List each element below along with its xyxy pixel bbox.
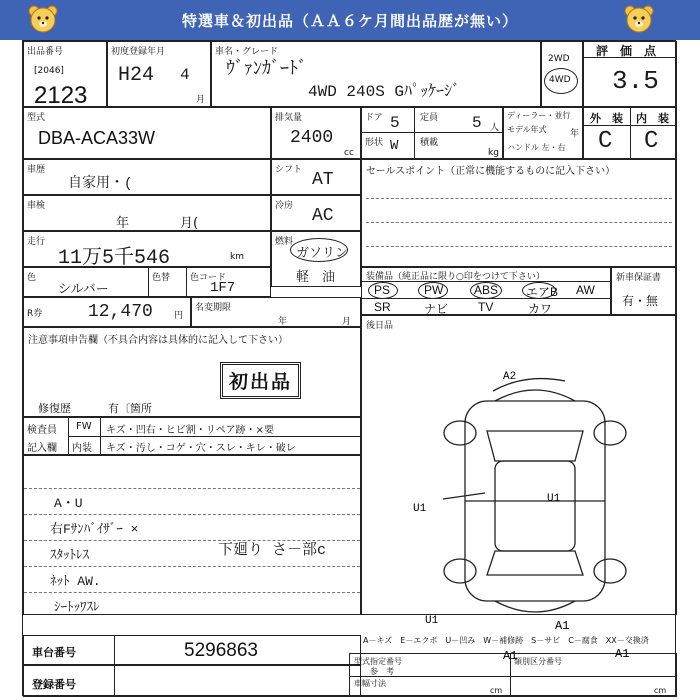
equip-aw: AW [576,283,595,297]
mark-a2: A2 [503,371,517,383]
new-warranty-value: 有・無 [622,294,659,308]
new-warranty-label: 新車保証書 [616,273,662,283]
shift-cell [271,159,361,195]
spec-number-cell [349,653,677,697]
auction-sheet [22,40,676,696]
equip-ps: PS [374,283,391,297]
model-value: DBA-ACA33W [38,128,156,148]
notes-title: 注意事項申告欄（不具合内容は具体的に記入して下さい） [28,335,288,346]
capacity-value: 5 [472,114,482,132]
equip-leather: カワ [528,302,553,316]
handle-label: ハンドル 左・右 [507,143,566,152]
color-cell [23,267,271,297]
note-line-3: ｽﾀｯﾄﾚｽ [50,548,89,563]
r-price-cell [23,297,191,327]
displacement-cell [271,107,361,159]
interior-check-label: 内装 [72,443,92,454]
car-windshield [487,431,583,461]
bear-mascot-icon [622,3,656,37]
equipment-cell [361,267,611,315]
car-roof [495,461,575,551]
drive-type-cell [541,41,583,107]
shape-label: 形状 [365,138,384,148]
car-name: ｳﾞｧﾝｶﾞｰﾄﾞ [226,60,307,80]
chassis-number: 5296863 [184,640,258,661]
mark-u1-center: U1 [547,493,561,505]
score-cell [583,41,677,107]
drive-2wd-label: 2WD [548,54,570,64]
handwritten-area [23,455,361,615]
persons-unit: 人 [490,123,500,133]
rear-item-label: 後日品 [366,321,394,331]
registration-month-unit: 月 [196,95,206,105]
color-code-label: 色コード [190,273,227,283]
note-line-4: ﾈｯﾄ AW. [50,574,101,589]
wheel-rear-left [444,559,476,583]
lot-number-label: 出品番号 [27,47,64,57]
car-damage-diagram [405,361,675,661]
displacement-label: 排気量 [275,113,303,123]
car-rear-bumper [495,601,575,612]
equip-navi: ナビ [424,302,449,316]
shape-value: W [390,138,399,154]
wheel-front-right [594,421,626,445]
drive-4wd-label: 4WD [549,75,571,85]
equip-abs: ABS [474,283,499,297]
condition-cell [583,107,677,159]
doors-shape-cell [361,107,503,159]
model-label: 型式 [27,113,46,123]
mark-a1-rear: A1 [555,619,570,633]
shift-value: AT [312,170,334,190]
first-registration-label: 初度登録年月 [111,47,166,57]
damage-legend: A－キズ E－エクボ U－凹み W－補修跡 S－サビ C－腐食 XX－交換済 [363,636,649,645]
history-cell [23,159,271,195]
equip-ps-circle [368,282,398,299]
lot-number-cell [23,41,107,107]
fuel-diesel: 軽 油 [296,270,336,285]
doors-value: 5 [390,114,400,132]
km-unit: km [230,252,244,262]
car-rear-window [487,551,583,575]
name-change-label: 名変期限 [195,303,232,313]
equipment-label: 装備品（純正品に限り○印をつけて下さい） [366,272,545,282]
ac-cell [271,195,361,231]
color-value: シルバー [58,282,109,297]
dims-label: 車幅寸法 [354,679,386,688]
history-value: 自家用・( [68,176,133,192]
first-listing-stamp: 初出品 [220,362,301,399]
mileage-value: 11万5千546 [58,247,171,270]
year-unit: 年 [570,129,580,139]
repair-label: 修復歴 [38,402,71,415]
displacement-value: 2400 [290,128,334,148]
inspection-cell [23,195,271,231]
score-label: 評 価 点 [596,44,657,58]
note-line-1: A・U [54,496,83,511]
color-code-value: 1F7 [210,280,236,296]
registration-number-cell [23,665,361,697]
r-price-label: R券 [27,309,43,319]
note-under: 下廻り さ－部c [218,542,327,559]
equip-pw-circle [418,282,448,299]
equip-abs-circle [470,282,502,299]
cc-unit: cc [344,148,354,158]
score-value: 3.5 [612,66,659,96]
notes-cell [23,327,361,417]
registration-era: H24 [118,64,155,87]
wheel-rear-right [594,559,626,583]
equip-sr: SR [374,300,391,314]
chassis-cell [23,635,361,665]
fuel-gasoline-circle [290,238,348,262]
repair-value: 有〔箇所 [108,402,152,415]
note-line-2: 右Fｻﾝﾊﾞｲｻﾞｰ × [50,522,139,537]
car-name-cell [211,41,541,107]
mileage-cell [23,231,271,270]
bear-mascot-icon [26,3,60,37]
equip-airbag-circle [522,282,559,299]
car-grade: 4WD 240S Gﾊﾟｯｹｰｼﾞ [308,83,461,101]
capacity-label: 定員 [420,113,439,123]
chassis-label: 車台番号 [32,646,76,659]
equip-pw: PW [424,283,444,297]
load-label: 積載 [420,138,439,148]
ac-value: AC [312,206,334,226]
fuel-gasoline: ガソリン [296,246,349,261]
lot-small-number: [2046] [34,66,64,76]
ac-label: 冷房 [275,201,294,211]
mark-u1-left: U1 [413,503,427,515]
mark-u1-rear: U1 [425,615,439,627]
fw-label: FW [76,421,92,432]
inspection-month: 月( [180,216,199,231]
name-change-cell [191,297,361,327]
inspection-year: 年 [116,216,130,231]
new-warranty-cell [611,267,677,315]
mileage-label: 走行 [27,237,46,247]
color-label: 色 [27,273,37,283]
color-change-label: 色替 [152,273,171,283]
interior-label: 内 装 [636,112,669,125]
lot-number: 2123 [34,82,88,109]
exterior-grade: C [598,128,613,155]
car-name-label: 車名・グレード [215,47,279,57]
registration-month: 4 [180,66,190,84]
doors-label: ドア [365,113,383,123]
history-label: 車歴 [27,165,46,175]
dealer-label: ディーラー・並行 [507,111,571,120]
equip-tv: TV [478,300,494,314]
name-change-month: 月 [342,317,352,327]
sales-point-label: セールスポイント（正常に機能するものに記入下さい） [366,166,616,177]
form-spec-label: 型式指定番号 [354,657,402,666]
registration-number-label: 登録番号 [32,678,76,691]
inspection-label: 車検 [27,201,46,211]
inspector-label: 検査員 [27,425,57,436]
banner [0,0,700,40]
car-front-bumper [495,390,575,401]
shift-label: シフト [275,165,303,175]
interior-check-text: キズ・汚し・コゲ・穴・スレ・キレ・破レ [106,443,296,454]
class-number-label: 類別区分番号 [514,657,562,666]
banner-title: 特選車＆初出品（ＡＡ６ケ月間出品歴が無い） [181,11,518,30]
note-line-5: ｼｰﾄｯﾜｽﾚ [54,600,100,615]
cm-unit-2: cm [654,686,667,695]
r-price-value: 12,470 [88,302,153,322]
sales-point-cell [361,159,677,267]
model-cell [23,107,271,159]
damage-stroke-left [443,493,485,499]
interior-grade: C [644,128,659,155]
exterior-label: 外 装 [590,112,623,125]
cm-unit-1: cm [490,686,503,695]
record-label: 記入欄 [27,443,57,454]
mark-a1-right: A1 [615,647,630,661]
yen-unit: 円 [174,311,184,321]
equip-airbag: エアB [526,285,559,299]
mark-a1-left: A1 [503,649,518,661]
first-registration-cell [107,41,211,107]
fuel-label: 燃料 [275,237,294,247]
name-change-year: 年 [278,317,288,327]
kg-unit: kg [488,148,499,158]
fuel-cell [271,231,361,287]
fw-text: キズ・凹右・ヒビ割・リペア跡・×要 [106,425,274,436]
wheel-front-left [444,421,476,445]
inspector-cell [23,417,361,455]
model-year-label: モデル年式 [507,125,547,134]
dealer-cell [503,107,583,159]
ref-label: 参 考 [370,667,394,676]
